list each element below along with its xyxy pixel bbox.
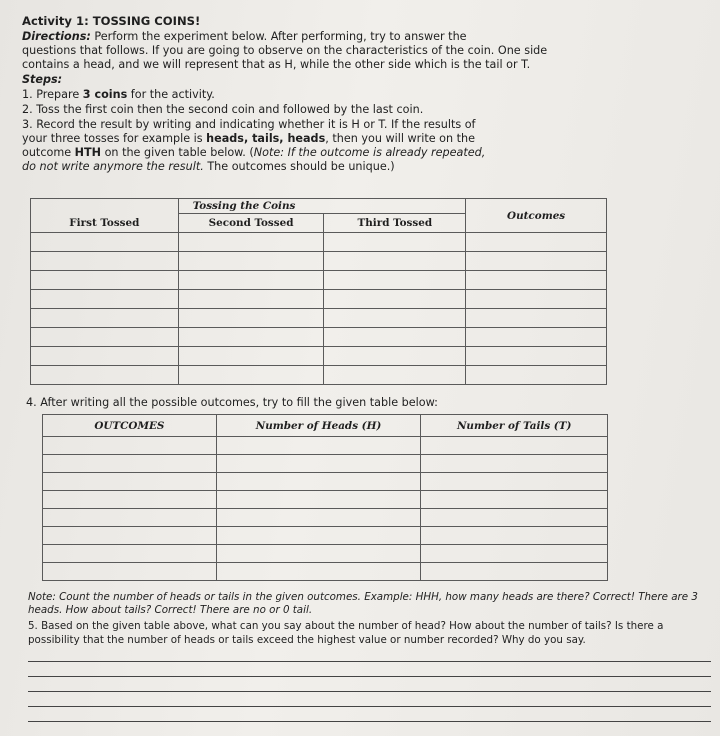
step-1-post: for the activity.: [127, 88, 215, 101]
cell-first[interactable]: [31, 233, 179, 252]
steps-label: Steps:: [22, 73, 63, 86]
answer-line[interactable]: [28, 721, 711, 722]
step-1-pre: 1. Prepare: [22, 88, 83, 101]
cell-tails[interactable]: [421, 509, 608, 527]
step-1: [22, 88, 215, 102]
step-3-l2-bold: heads, tails, heads: [206, 132, 326, 145]
cell-third[interactable]: [324, 233, 466, 252]
cell-third[interactable]: [324, 347, 466, 366]
cell-heads[interactable]: [216, 527, 421, 545]
table-row: [31, 328, 607, 347]
table-row: [31, 366, 607, 385]
step-4: 4. After writing all the possible outcomes, try to fill the given table below:: [26, 396, 438, 409]
header-number-of-tails: Number of Tails (T): [421, 415, 608, 437]
cell-heads[interactable]: [216, 491, 421, 509]
step-3-l3-bold: HTH: [74, 146, 102, 159]
directions-line-1: [22, 30, 467, 44]
tossing-group-header: Tossing the Coins: [178, 199, 465, 214]
cell-heads[interactable]: [216, 437, 421, 455]
cell-second[interactable]: [178, 271, 324, 290]
cell-third[interactable]: [324, 271, 466, 290]
table-row: [43, 509, 608, 527]
counts-table-body: [43, 437, 608, 581]
cell-tails[interactable]: [421, 437, 608, 455]
step-5-line-1: 5. Based on the given table above, what can you say about the number of head? How about the number of tails? Is there a: [28, 620, 664, 632]
cell-tails[interactable]: [421, 527, 608, 545]
cell-third[interactable]: [324, 366, 466, 385]
directions-text-1: Perform the experiment below. After performing, try to answer the: [94, 30, 467, 43]
step-3-l2-post: , then you will write on the: [325, 132, 476, 145]
table-row: [31, 309, 607, 328]
step-3-l3-pre: outcome: [22, 146, 75, 159]
cell-outcome[interactable]: [466, 252, 607, 271]
cell-tails[interactable]: [421, 455, 608, 473]
step-3-l3-mid: on the given table below. (: [101, 146, 254, 159]
header-first-tossed: First Tossed: [31, 214, 179, 233]
step-2: 2. Toss the first coin then the second coin and followed by the last coin.: [22, 103, 424, 116]
cell-outcome[interactable]: [43, 545, 217, 563]
cell-second[interactable]: [178, 233, 324, 252]
cell-second[interactable]: [178, 309, 324, 328]
table-row: [31, 271, 607, 290]
table-row: [43, 455, 608, 473]
table-row: [31, 252, 607, 271]
cell-outcome[interactable]: [43, 509, 217, 527]
table-row: [43, 563, 608, 581]
table-row: [43, 473, 608, 491]
activity-title: Activity 1: TOSSING COINS!: [22, 14, 201, 28]
step-3-line-1: 3. Record the result by writing and indicating whether it is H or T. If the results of: [22, 118, 476, 131]
cell-second[interactable]: [178, 366, 324, 385]
table-row: [31, 347, 607, 366]
cell-heads[interactable]: [216, 545, 421, 563]
table-row: [43, 545, 608, 563]
cell-first[interactable]: [31, 347, 179, 366]
table-row: [31, 233, 607, 252]
cell-tails[interactable]: [421, 491, 608, 509]
cell-tails[interactable]: [421, 563, 608, 581]
cell-outcome[interactable]: [466, 366, 607, 385]
cell-third[interactable]: [324, 309, 466, 328]
answer-line[interactable]: [28, 661, 711, 662]
note-line-2: heads. How about tails? Correct! There are no or 0 tail.: [28, 604, 313, 616]
tossing-table: [30, 198, 607, 385]
directions-line-3: contains a head, and we will represent that as H, while the other side which is the tail or T.: [22, 58, 531, 71]
cell-third[interactable]: [324, 290, 466, 309]
table-row: [43, 491, 608, 509]
table-row: [43, 527, 608, 545]
cell-first[interactable]: [31, 271, 179, 290]
cell-heads[interactable]: [216, 473, 421, 491]
directions-label: Directions:: [22, 30, 91, 43]
answer-line[interactable]: [28, 706, 711, 707]
cell-outcome[interactable]: [43, 491, 217, 509]
step-3-line-2: [22, 132, 475, 146]
cell-first[interactable]: [31, 328, 179, 347]
step-3-l3-note: Note: If the outcome is already repeated,: [253, 146, 486, 159]
cell-second[interactable]: [178, 252, 324, 271]
cell-first[interactable]: [31, 252, 179, 271]
cell-first[interactable]: [31, 309, 179, 328]
cell-second[interactable]: [178, 347, 324, 366]
step-3-l4-post: The outcomes should be unique.): [203, 160, 395, 173]
cell-first[interactable]: [31, 366, 179, 385]
cell-outcome[interactable]: [43, 473, 217, 491]
table-row: [31, 290, 607, 309]
table-row: [43, 437, 608, 455]
step-1-bold: 3 coins: [82, 88, 128, 101]
cell-first[interactable]: [31, 290, 179, 309]
cell-second[interactable]: [178, 328, 324, 347]
tossing-table-body: [31, 233, 607, 385]
cell-outcome[interactable]: [466, 328, 607, 347]
tossing-header-blank: [31, 199, 179, 214]
cell-second[interactable]: [178, 290, 324, 309]
step-3-l2-pre: your three tosses for example is: [22, 132, 207, 145]
cell-heads[interactable]: [216, 455, 421, 473]
cell-outcome[interactable]: [466, 271, 607, 290]
cell-outcome[interactable]: [466, 233, 607, 252]
step-3-line-3: [22, 146, 485, 160]
cell-tails[interactable]: [421, 545, 608, 563]
cell-outcome[interactable]: [43, 563, 217, 581]
counts-table: [42, 414, 608, 581]
note-line-1: Note: Count the number of heads or tails in the given outcomes. Example: HHH, how many heads are there? Correct! There are 3: [28, 591, 698, 603]
cell-heads[interactable]: [216, 509, 421, 527]
answer-line[interactable]: [28, 676, 711, 677]
answer-line[interactable]: [28, 691, 711, 692]
step-3-l4-note: do not write anymore the result.: [22, 160, 204, 173]
step-5-line-2: possibility that the number of heads or tails exceed the highest value or number recorded? Why do you say.: [28, 634, 586, 646]
cell-outcome[interactable]: [466, 309, 607, 328]
cell-outcome[interactable]: [466, 347, 607, 366]
cell-outcome[interactable]: [43, 437, 217, 455]
cell-third[interactable]: [324, 252, 466, 271]
cell-third[interactable]: [324, 328, 466, 347]
header-number-of-heads: Number of Heads (H): [216, 415, 421, 437]
cell-outcome[interactable]: [43, 455, 217, 473]
step-3-line-4: [22, 160, 395, 174]
header-third-tossed: Third Tossed: [324, 214, 466, 233]
header-second-tossed: Second Tossed: [178, 214, 324, 233]
directions-line-2: questions that follows. If you are going to observe on the characteristics of the coin. One side: [22, 44, 548, 57]
header-outcomes-2: OUTCOMES: [43, 415, 217, 437]
header-outcomes: Outcomes: [466, 199, 607, 233]
cell-tails[interactable]: [421, 473, 608, 491]
cell-outcome[interactable]: [466, 290, 607, 309]
cell-heads[interactable]: [216, 563, 421, 581]
cell-outcome[interactable]: [43, 527, 217, 545]
